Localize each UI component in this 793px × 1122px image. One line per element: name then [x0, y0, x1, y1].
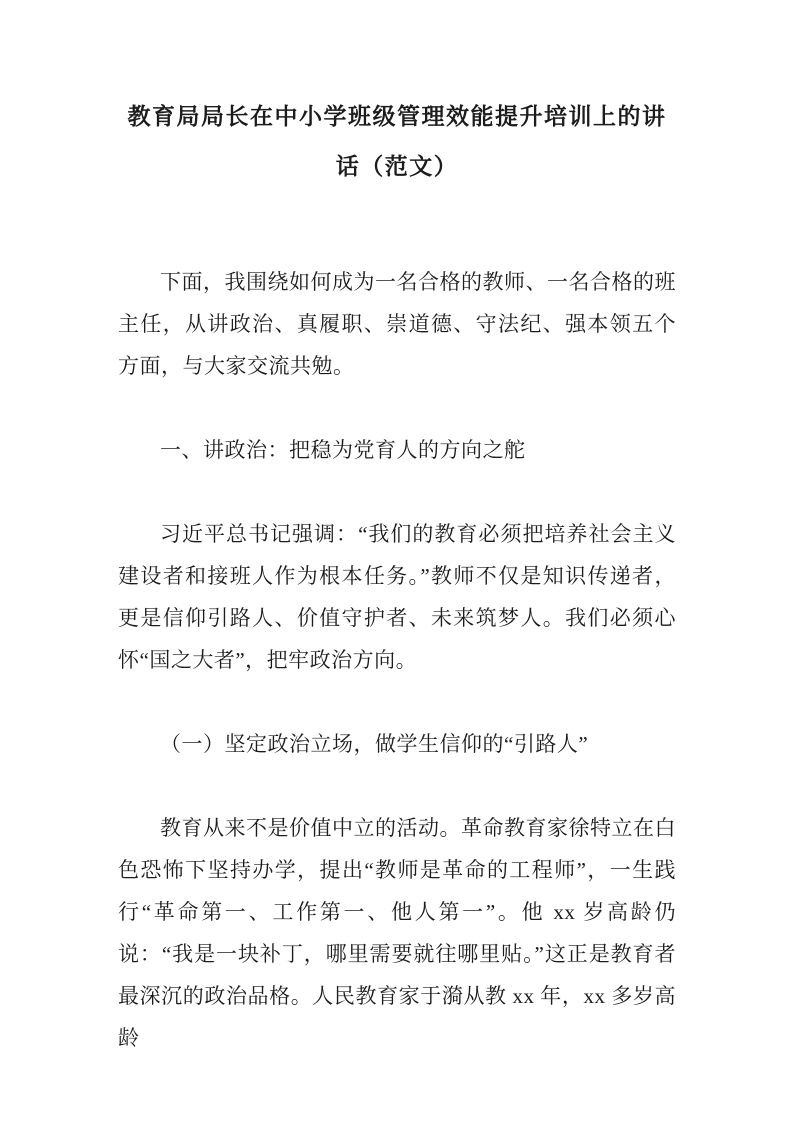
section-heading-politics: 一、讲政治：把稳为党育人的方向之舵: [160, 438, 526, 462]
paragraph-quote-education-task: 习近平总书记强调：“我们的教育必须把培养社会主义建设者和接班人作为根本任务。”教师不仅是知识传递者，更是信仰引路人、价值守护者、未来筑梦人。我们必须心怀“国之大者”，把牢政治方向。: [118, 522, 676, 672]
paragraph-intro: 下面，我围绕如何成为一名合格的教师、一名合格的班主任，从讲政治、真履职、崇道德、守法纪、强本领五个方面，与大家交流共勉。: [118, 270, 676, 378]
paragraph-educators-examples: 教育从来不是价值中立的活动。革命教育家徐特立在白色恐怖下坚持办学，提出“教师是革命的工程师”，一生践行“革命第一、工作第一、他人第一”。他 xx 岁高龄仍说：“我是一块补丁，哪里需要就往哪里贴。”这正是教育者最深沉的政治品格。人民教育家于漪从教 xx 年，xx 多岁高龄: [118, 816, 676, 1050]
subsection-heading-political-stance: （一）坚定政治立场，做学生信仰的“引路人”: [160, 732, 589, 756]
document-title-line-1: 教育局局长在中小学班级管理效能提升培训上的讲: [127, 104, 667, 129]
document-title-line-2: 话（范文）: [335, 154, 459, 179]
document-title: [118, 92, 676, 192]
